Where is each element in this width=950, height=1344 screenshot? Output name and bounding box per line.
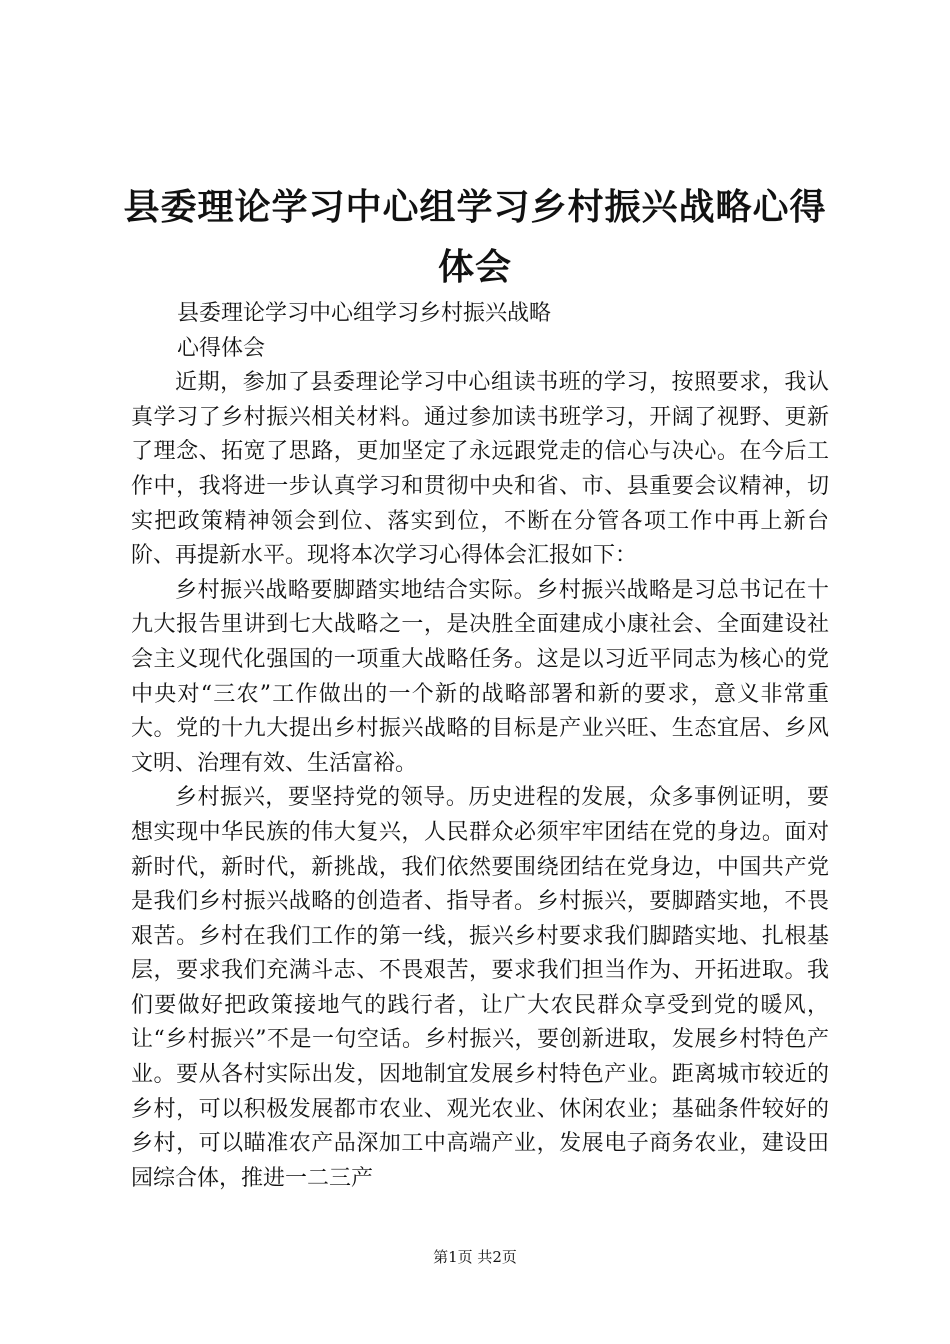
paragraph-party-leadership: 乡村振兴，要坚持党的领导。历史进程的发展，众多事例证明，要想实现中华民族的伟大复兴，人民群众必须牢牢团结在党的身边。面对新时代，新时代，新挑战，我们依然要围绕团结在党身边，中国共产党是我们乡村振兴战略的创造者、指导者。乡村振兴，要脚踏实地，不畏艰苦。乡村在我们工作的第一线，振兴乡村要求我们脚踏实地、扎根基层，要求我们充满斗志、不畏艰苦，要求我们担当作为、开拓进取。我们要做好把政策接地气的践行者，让广大农民群众享受到党的暖风，让“乡村振兴”不是一句空话。乡村振兴，要创新进取，发展乡村特色产业。要从各村实际出发，因地制宜发展乡村特色产业。距离城市较近的乡村，可以积极发展都市农业、观光农业、休闲农业；基础条件较好的乡村，可以瞄准农产品深加工中高端产业，发展电子商务农业，建设田园综合体，推进一二三产 (131, 785, 829, 1191)
paragraph-strategy: 乡村振兴战略要脚踏实地结合实际。乡村振兴战略是习总书记在十九大报告里讲到七大战略之一，是决胜全面建成小康社会、全面建设社会主义现代化强国的一项重大战略任务。这是以习近平同志为核心的党中央对“三农”工作做出的一个新的战略部署和新的要求，意义非常重大。党的十九大提出乡村振兴战略的目标是产业兴旺、生态宜居、乡风文明、治理有效、生活富裕。 (131, 577, 829, 776)
paragraph-intro: 近期，参加了县委理论学习中心组读书班的学习，按照要求，我认真学习了乡村振兴相关材料。通过参加读书班学习，开阔了视野、更新了理念、拓宽了思路，更加坚定了永远跟党走的信心与决心。在今后工作中，我将进一步认真学习和贯彻中央和省、市、县重要会议精神，切实把政策精神领会到位、落实到位，不断在分管各项工作中再上新台阶、再提新水平。现将本次学习心得体会汇报如下： (131, 370, 829, 569)
document-title: 县委理论学习中心组学习乡村振兴战略心得体会 (123, 187, 827, 288)
subtitle-line-2: 心得体会 (177, 335, 266, 361)
document-body (131, 297, 829, 1196)
page-footer: 第1页 共2页 (433, 1248, 517, 1266)
subtitle-line-1: 县委理论学习中心组学习乡村振兴战略 (177, 301, 552, 326)
